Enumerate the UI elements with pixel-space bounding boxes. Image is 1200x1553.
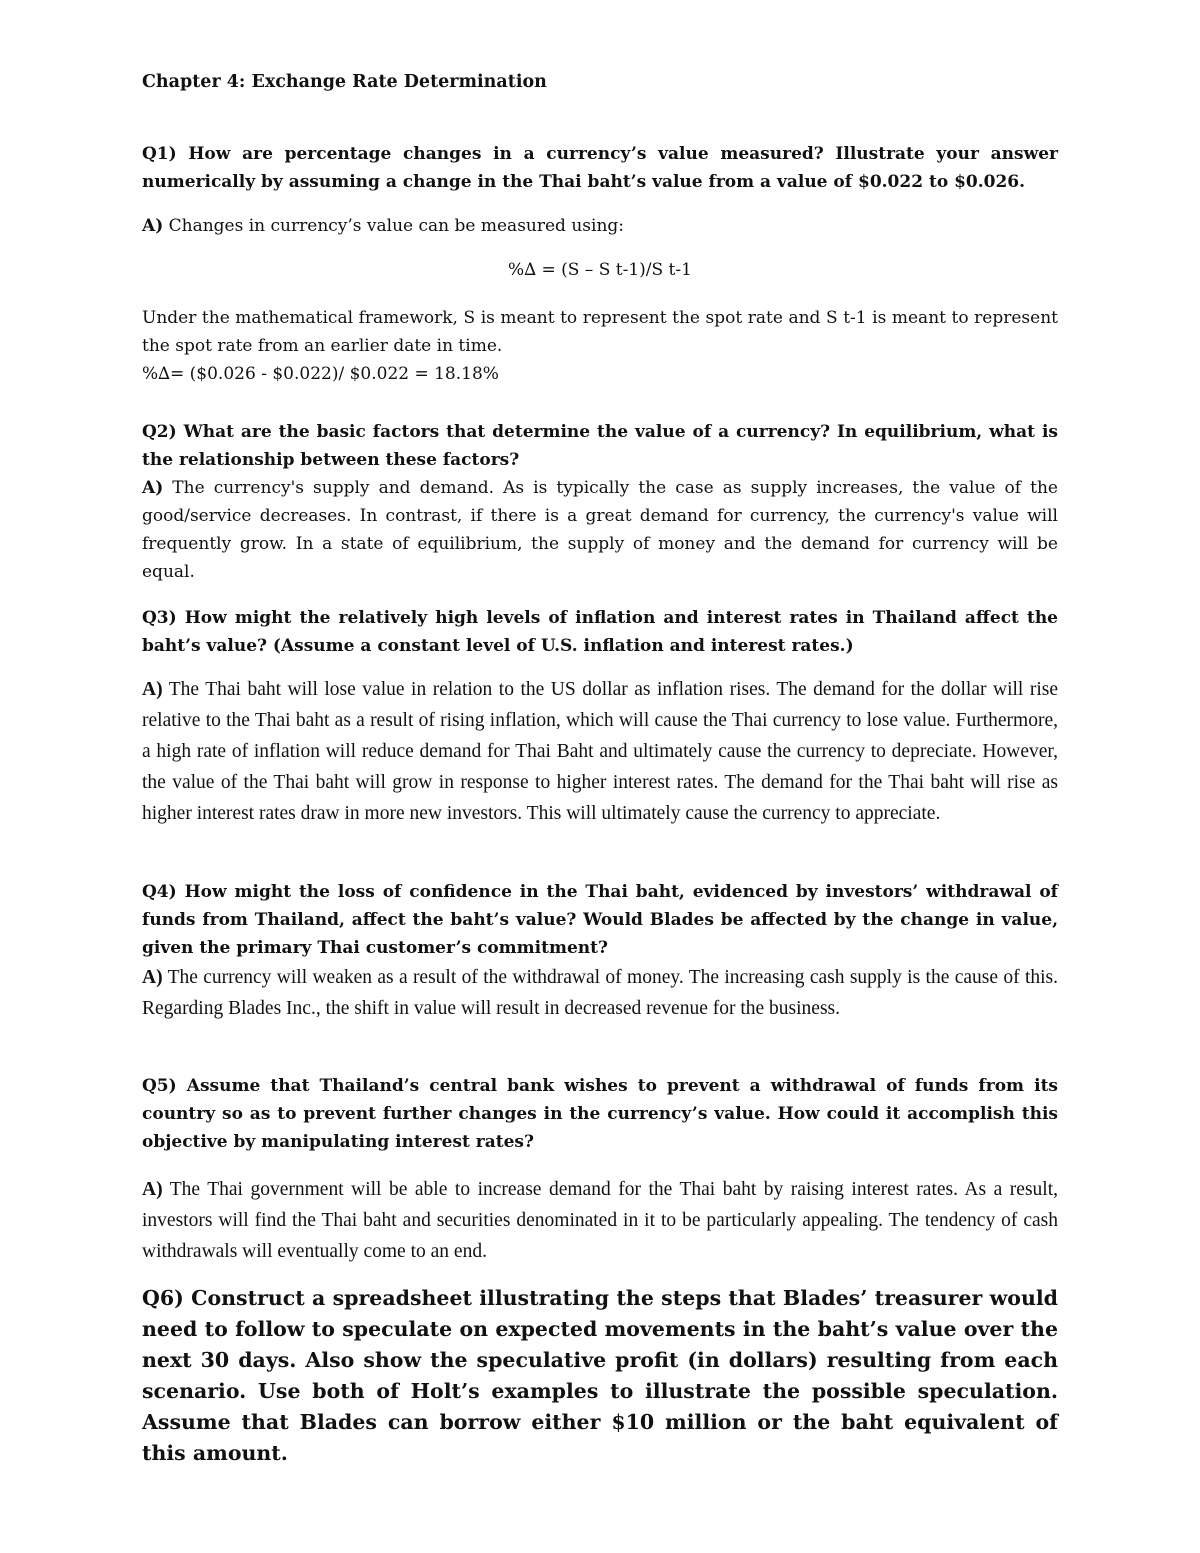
answer-label: A) <box>142 216 164 236</box>
answer-label: A) <box>142 478 164 498</box>
chapter-title: Chapter 4: Exchange Rate Determination <box>142 72 547 92</box>
question-3: Q3) How might the relatively high levels of inflation and interest rates in Thailand affect the baht’s value? (Assume a constant level of U.S. inflation and interest rates.) <box>142 608 1058 656</box>
answer-1-intro <box>142 212 1058 240</box>
answer-1-explanation: Under the mathematical framework, S is meant to represent the spot rate and S t-1 is meant to represent the spot rate from an earlier date in time. <box>142 308 1058 356</box>
answer-label: A) <box>142 679 163 700</box>
answer-3-text: The Thai baht will lose value in relation to the US dollar as inflation rises. The demand for the dollar will rise relative to the Thai baht as a result of rising inflation, which will cause the Thai currency to lose value. Furthermore, a high rate of inflation will reduce demand for Thai Baht and ultimately cause the currency to depreciate. However, the value of the Thai baht will grow in response to higher interest rates. The demand for the Thai baht will rise as higher interest rates draw in more new investors. This will ultimately cause the currency to appreciate. <box>142 679 1058 824</box>
question-5: Q5) Assume that Thailand’s central bank wishes to prevent a withdrawal of funds from its country so as to prevent further changes in the currency’s value. How could it accomplish this objective by manipulating interest rates? <box>142 1076 1058 1152</box>
answer-4-text: The currency will weaken as a result of the withdrawal of money. The increasing cash supply is the cause of this. Regarding Blades Inc., the shift in value will result in decreased revenue for the business. <box>142 967 1058 1019</box>
answer-label: A) <box>142 1179 163 1200</box>
answer-1-intro-text: Changes in currency’s value can be measured using: <box>163 216 625 236</box>
answer-2 <box>142 474 1058 586</box>
answer-2-text: The currency's supply and demand. As is typically the case as supply increases, the value of the good/service decreases. In contrast, if there is a great demand for currency, the currency's value will frequently grow. In a state of equilibrium, the supply of money and the demand for currency will be equal. <box>142 478 1058 582</box>
question-4: Q4) How might the loss of confidence in the Thai baht, evidenced by investors’ withdrawal of funds from Thailand, affect the baht’s value? Would Blades be affected by the change in value, given the primary Thai customer’s commitment? <box>142 882 1058 958</box>
answer-4 <box>142 962 1058 1024</box>
question-2: Q2) What are the basic factors that determine the value of a currency? In equilibrium, what is the relationship between these factors? <box>142 422 1058 470</box>
question-6: Q6) Construct a spreadsheet illustrating the steps that Blades’ treasurer would need to follow to speculate on expected movements in the baht’s value over the next 30 days. Also show the speculative profit (in dollars) resulting from each scenario. Use both of Holt’s examples to illustrate the possible speculation. Assume that Blades can borrow either $10 million or the baht equivalent of this amount. <box>142 1286 1058 1465</box>
answer-5 <box>142 1174 1058 1267</box>
answer-5-text: The Thai government will be able to increase demand for the Thai baht by raising interest rates. As a result, investors will find the Thai baht and securities denominated in it to be particularly appealing. The tendency of cash withdrawals will eventually come to an end. <box>142 1179 1058 1262</box>
answer-label: A) <box>142 967 163 988</box>
percent-change-formula: %∆ = (S – S t-1)/S t-1 <box>508 260 692 280</box>
answer-3 <box>142 674 1058 829</box>
answer-1-calculation: %∆= ($0.026 - $0.022)/ $0.022 = 18.18% <box>142 364 499 384</box>
question-1: Q1) How are percentage changes in a currency’s value measured? Illustrate your answer numerically by assuming a change in the Thai baht’s value from a value of $0.022 to $0.026. <box>142 144 1058 192</box>
